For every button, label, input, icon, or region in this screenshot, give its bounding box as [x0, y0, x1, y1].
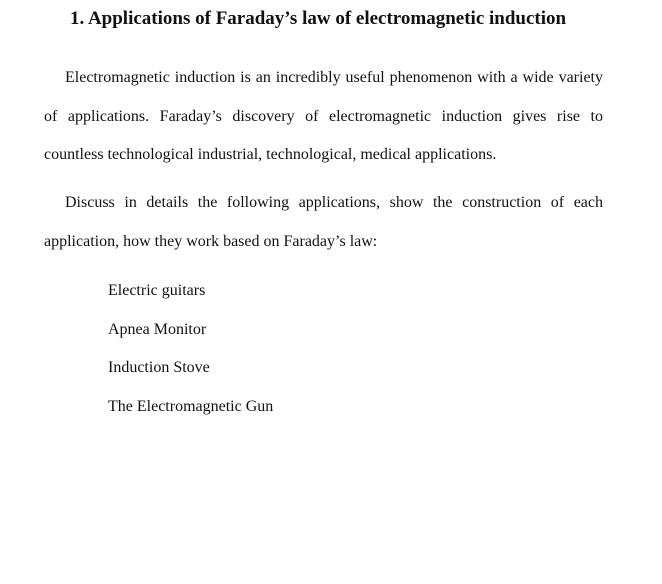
- list-item-apnea-monitor: Apnea Monitor: [108, 320, 207, 338]
- task-paragraph-text: Discuss in details the following applications, show the construction of each application, how they work based on Faraday’s law:: [44, 194, 603, 250]
- list-item-electric-guitars: Electric guitars: [108, 282, 206, 299]
- intro-paragraph: [44, 59, 603, 175]
- list-item-electromagnetic-gun: The Electromagnetic Gun: [108, 397, 274, 415]
- list-item-induction-stove: Induction Stove: [108, 359, 210, 376]
- task-paragraph: [44, 184, 603, 261]
- intro-paragraph-text: Electromagnetic induction is an incredibly useful phenomenon with a wide variety of applications. Faraday’s discovery of electromagnetic induction gives rise to countless technological industrial, technological, medical applications.: [44, 69, 603, 163]
- section-heading: 1. Applications of Faraday’s law of electromagnetic induction: [70, 8, 567, 29]
- applications-list: [108, 272, 273, 426]
